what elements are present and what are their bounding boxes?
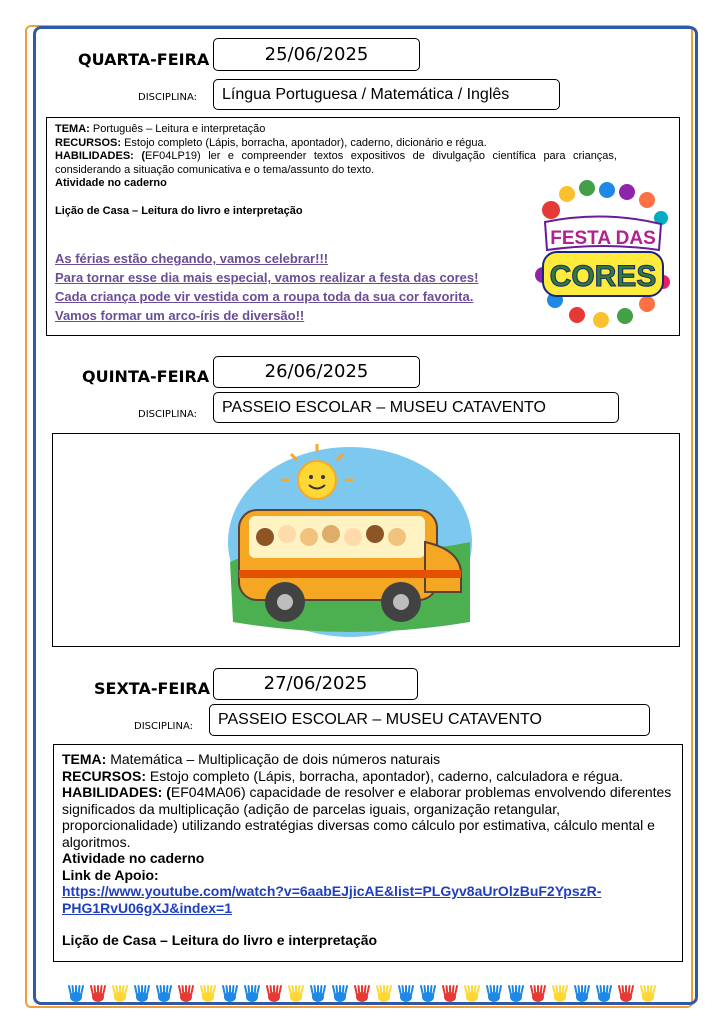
habilidades-paren: (	[141, 150, 146, 162]
discipline-box-quarta: Língua Portuguesa / Matemática / Inglês	[213, 79, 560, 110]
date-box-quinta: 26/06/2025	[213, 356, 420, 388]
tema-value: Português – Leitura e interpretação	[92, 123, 266, 135]
licao-text: Lição de Casa – Leitura do livro e interpretação	[62, 932, 378, 948]
habilidades-value: EF04MA06) capacidade de resolver e elaborar problemas envolvendo diferentes significados da multiplicação (adição de parcelas iguais, organização retangular, proporcionalidade) utilizando estratégias diversas como cálculo por estimativa, cálculo mental e algoritmos.	[62, 784, 672, 850]
festa-message	[55, 249, 545, 325]
recursos-value: Estojo completo (Lápis, borracha, apontador), caderno, calculadora e régua.	[149, 767, 624, 784]
licao-text: Lição de Casa – Leitura do livro e interpretação	[55, 204, 303, 217]
hand-icon	[399, 986, 413, 1002]
link-label: Link de Apoio:	[62, 866, 159, 883]
discipline-label-quarta: DISCIPLINA:	[138, 92, 197, 103]
hand-icon	[465, 986, 479, 1002]
recursos-value: Estojo completo (Lápis, borracha, apontador), caderno, dicionário e régua.	[124, 136, 487, 149]
discipline-box-sexta: PASSEIO ESCOLAR – MUSEU CATAVENTO	[209, 704, 650, 736]
hand-icon	[201, 986, 215, 1002]
hand-icon	[267, 986, 281, 1002]
discipline-label-sexta: DISCIPLINA:	[134, 721, 193, 732]
day-label-sexta: SEXTA-FEIRA	[94, 679, 210, 698]
hand-icon	[245, 986, 259, 1002]
hand-icon	[223, 986, 237, 1002]
recursos-label: RECURSOS:	[62, 767, 147, 784]
content-box-quarta	[46, 117, 680, 336]
hand-icon	[69, 986, 83, 1002]
recursos-label: RECURSOS:	[55, 136, 122, 149]
content-box-quinta	[52, 433, 680, 647]
discipline-label-quinta: DISCIPLINA:	[138, 409, 197, 420]
hand-icon	[179, 986, 193, 1002]
hand-icon	[575, 986, 589, 1002]
hand-icon	[597, 986, 611, 1002]
school-bus-illustration	[225, 442, 475, 638]
festa-line: As férias estão chegando, vamos celebrar!!!	[55, 251, 329, 266]
habilidades-label: HABILIDADES:	[55, 150, 134, 162]
colorful-hands-border	[64, 983, 664, 1005]
hand-icon	[619, 986, 633, 1002]
support-link-continued[interactable]: PHG1RvU06gXJ&index=1	[62, 899, 233, 916]
logo-line-2: CORES	[549, 260, 657, 293]
habilidades-value: EF04LP19) ler e compreender textos expositivos de divulgação científica para crianças, considerando a situação comunicativa e o tema/assunto do texto.	[55, 150, 617, 176]
sexta-text-block	[62, 751, 672, 949]
hand-icon	[355, 986, 369, 1002]
hand-icon-row	[69, 986, 655, 1002]
hand-icon	[641, 986, 655, 1002]
hand-icon	[531, 986, 545, 1002]
hand-icon	[289, 986, 303, 1002]
hand-icon	[509, 986, 523, 1002]
tema-label: TEMA:	[62, 751, 107, 767]
festa-line: Para tornar esse dia mais especial, vamos realizar a festa das cores!	[55, 270, 479, 285]
date-box-sexta: 27/06/2025	[213, 668, 418, 700]
logo-line-1: FESTA DAS	[550, 228, 656, 249]
day-label-quarta: QUARTA-FEIRA	[78, 50, 210, 69]
hand-icon	[157, 986, 171, 1002]
hand-icon	[487, 986, 501, 1002]
festa-line: Vamos formar um arco-íris de diversão!!	[55, 308, 305, 323]
hand-icon	[113, 986, 127, 1002]
habilidades-paren: (	[166, 784, 171, 800]
atividade-text: Atividade no caderno	[55, 177, 167, 189]
habilidades-label: HABILIDADES:	[62, 784, 163, 800]
hand-icon	[553, 986, 567, 1002]
tema-label: TEMA:	[55, 123, 90, 135]
hand-icon	[421, 986, 435, 1002]
hand-icon	[311, 986, 325, 1002]
festa-line: Cada criança pode vir vestida com a roupa toda da sua cor favorita.	[55, 289, 474, 304]
date-box-quarta: 25/06/2025	[213, 38, 420, 71]
content-box-sexta	[53, 744, 683, 962]
hand-icon	[135, 986, 149, 1002]
discipline-box-quinta: PASSEIO ESCOLAR – MUSEU CATAVENTO	[213, 392, 619, 423]
day-label-quinta: QUINTA-FEIRA	[82, 367, 210, 386]
atividade-text: Atividade no caderno	[62, 850, 205, 866]
hand-icon	[377, 986, 391, 1002]
festa-das-cores-logo	[533, 180, 673, 330]
hand-icon	[443, 986, 457, 1002]
tema-value: Matemática – Multiplicação de dois números naturais	[110, 751, 441, 767]
hand-icon	[91, 986, 105, 1002]
hand-icon	[333, 986, 347, 1002]
support-link[interactable]: https://www.youtube.com/watch?v=6aabEJjicAE&list=PLGyv8aUrOlzBuF2YpszR-	[62, 883, 602, 899]
